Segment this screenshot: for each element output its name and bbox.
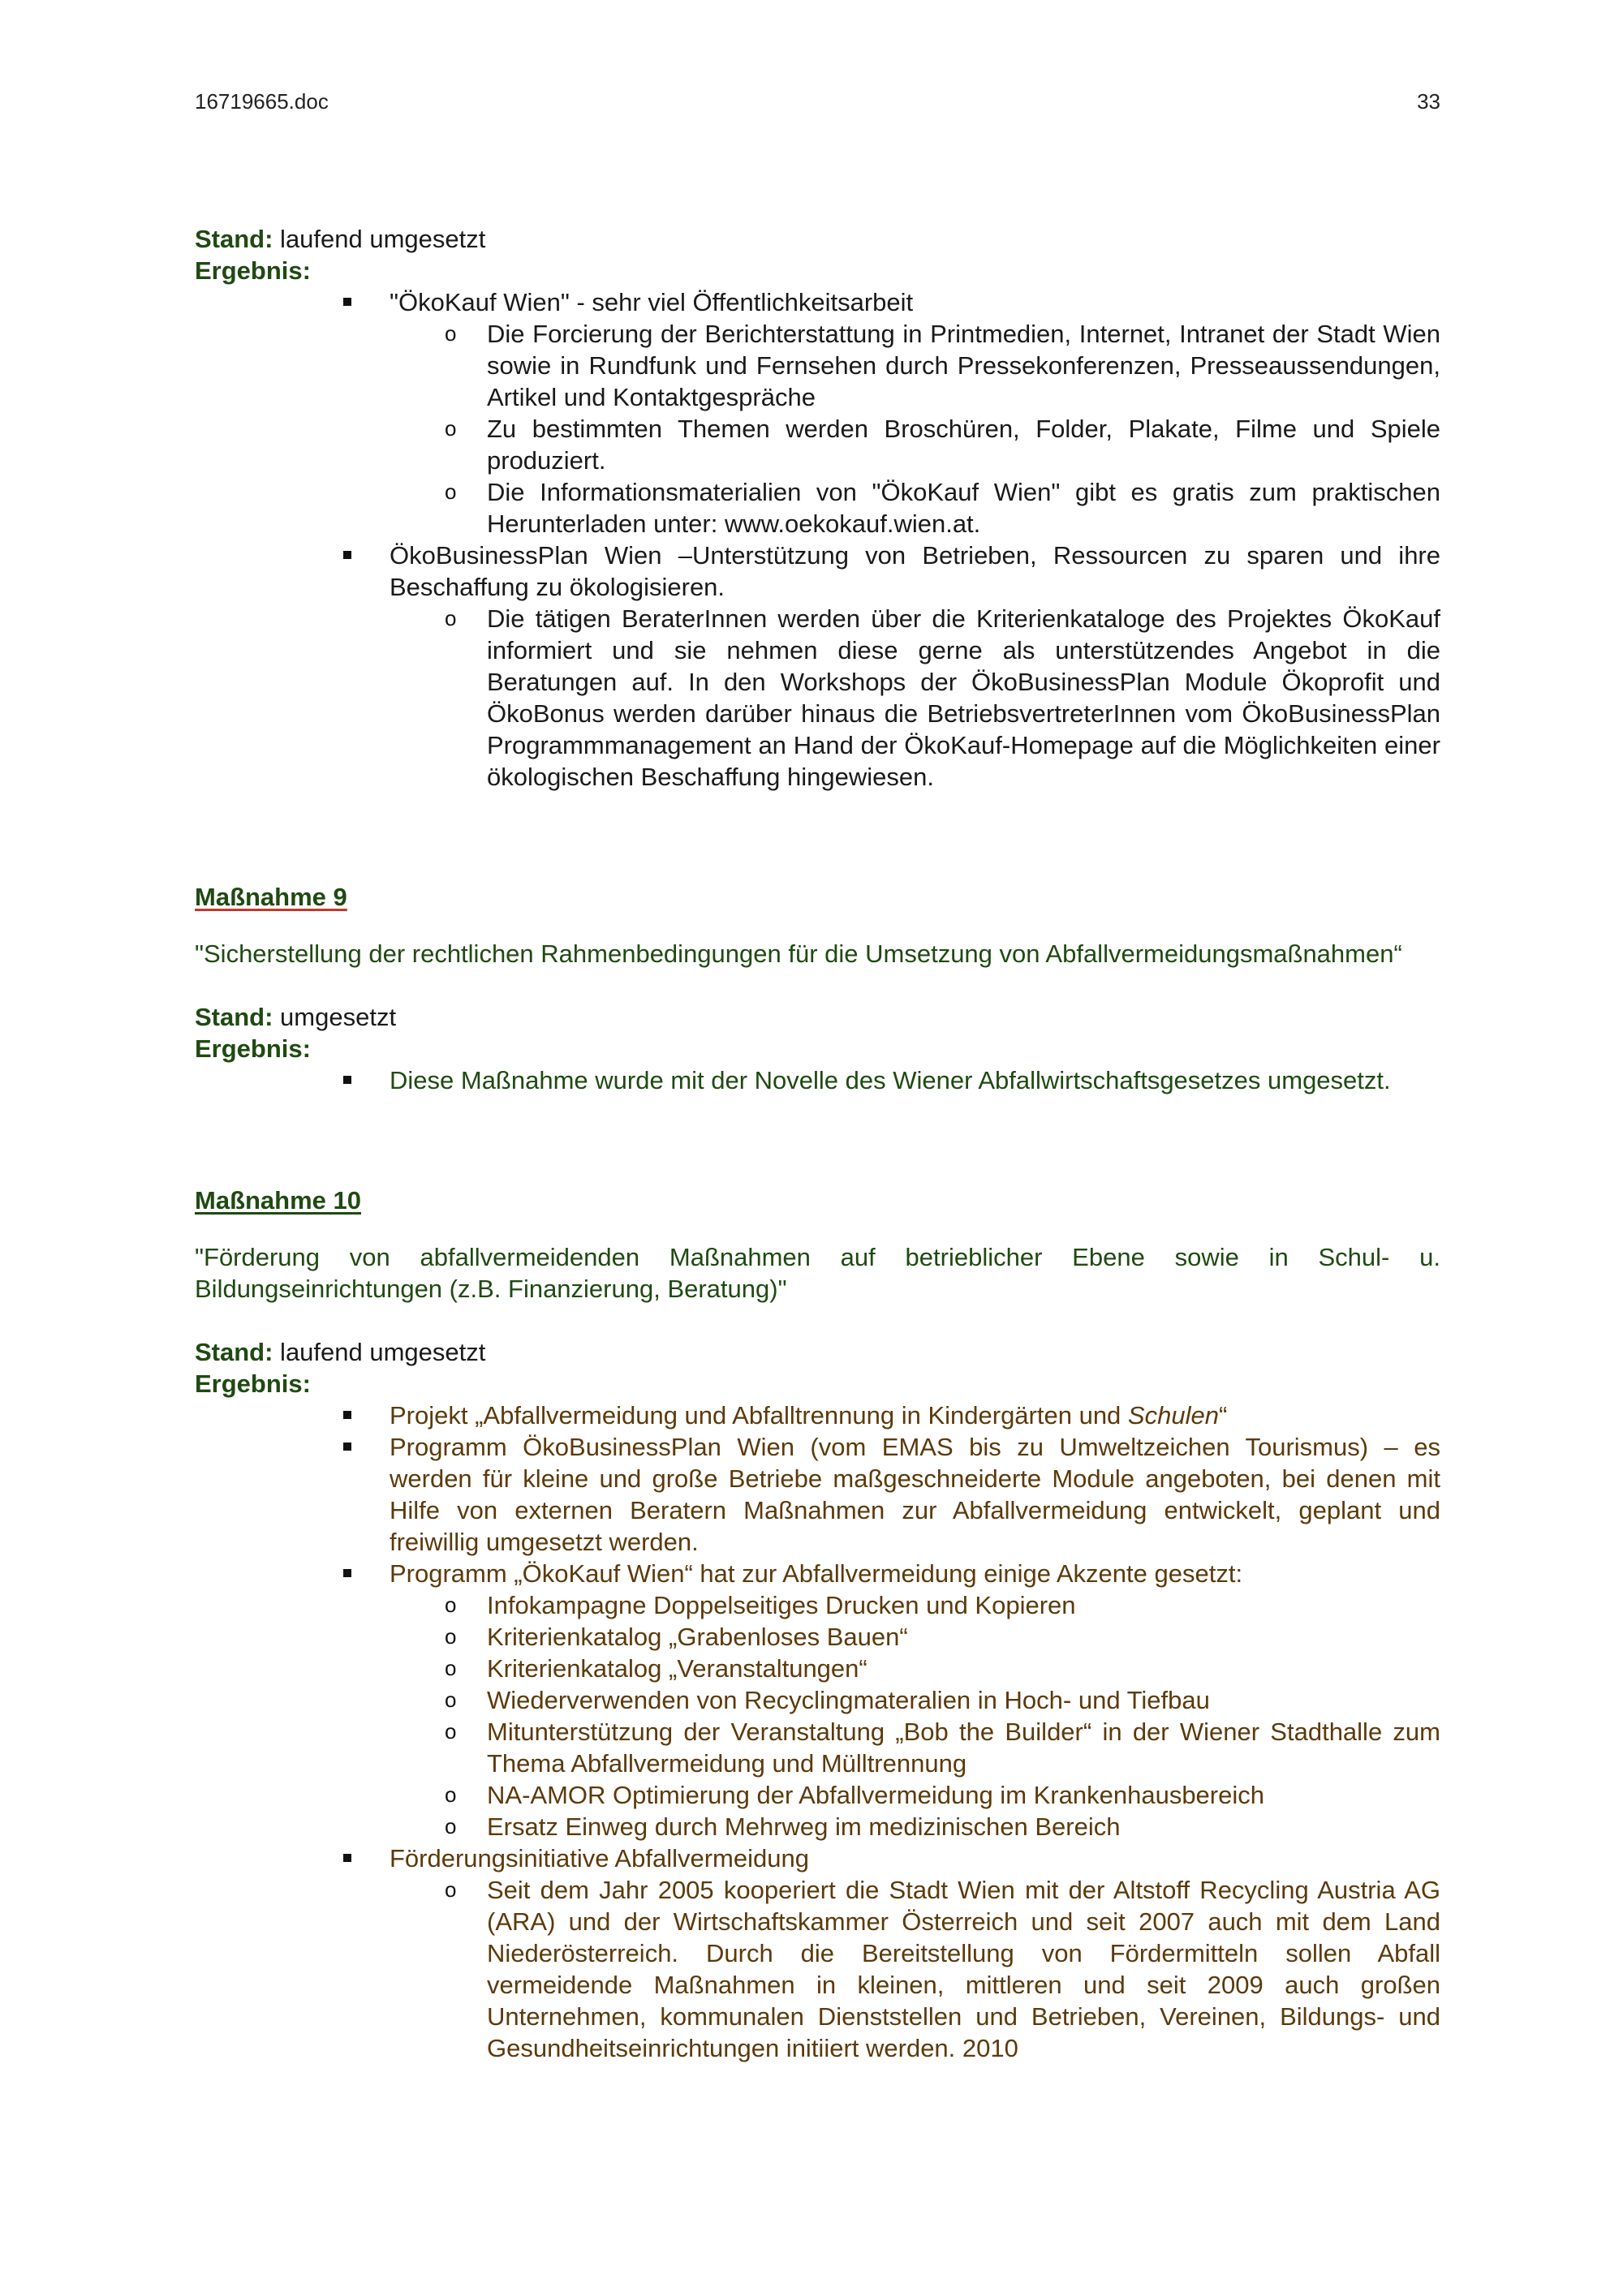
circle-bullet-icon: o: [445, 1814, 457, 1838]
circle-bullet-icon: o: [445, 606, 457, 630]
sub-list-item-text: NA-AMOR Optimierung der Abfallvermeidung im Krankenhausbereich: [487, 1781, 1264, 1809]
sub-list-item-text: Ersatz Einweg durch Mehrweg im medizinischen Bereich: [487, 1812, 1121, 1841]
list-item: [195, 1558, 1440, 1842]
square-bullet-icon: [343, 1443, 351, 1451]
sub-list-item-text: Seit dem Jahr 2005 kooperiert die Stadt Wien mit der Altstoff Recycling Austria AG (ARA) und der Wirtschaftskammer Österreich und seit 2007 auch mit dem Land Niederösterreich. Durch die Bereitstellung von Fördermitteln sollen Abfall vermeidende Maßnahmen in kleinen, mittleren und seit 2009 auch großen Unternehmen, kommunalen Dienststellen und Betrieben, Vereinen, Bildungs- und Gesundheitseinrichtungen initiiert werden. 2010: [487, 1876, 1440, 2062]
list-item-italic-text: Schulen: [1127, 1401, 1219, 1430]
header-filename: 16719665.doc: [195, 89, 329, 114]
stand-line: [195, 223, 1440, 255]
massnahme-9-title: "Sicherstellung der rechtlichen Rahmenbedingungen für die Umsetzung von Abfallvermeidungsmaßnahmen“: [195, 939, 1402, 968]
circle-bullet-icon: o: [445, 1656, 457, 1680]
sub-list: [390, 603, 1440, 793]
sub-list-item: [195, 318, 1440, 413]
sub-list-item: [195, 1811, 1440, 1842]
list-item-text-end: “: [1218, 1401, 1228, 1430]
sub-list-item-text: Mitunterstützung der Veranstaltung „Bob the Builder“ in der Wiener Stadthalle zum Thema Abfallvermeidung und Mülltrennung: [487, 1718, 1440, 1778]
stand-value: umgesetzt: [273, 1003, 397, 1031]
stand-label: Stand:: [195, 1003, 273, 1031]
circle-bullet-icon: o: [445, 416, 457, 441]
list-item-text: "ÖkoKauf Wien" - sehr viel Öffentlichkeitsarbeit: [390, 288, 914, 316]
circle-bullet-icon: o: [445, 1782, 457, 1807]
sub-list-item: [195, 476, 1440, 540]
circle-bullet-icon: o: [445, 321, 457, 346]
ergebnis-label: Ergebnis:: [195, 1369, 311, 1398]
circle-bullet-icon: o: [445, 1877, 457, 1902]
stand-line: [195, 1001, 1440, 1033]
square-bullet-icon: [343, 1411, 351, 1419]
sub-list: [390, 1874, 1440, 2064]
circle-bullet-icon: o: [445, 1624, 457, 1649]
list-item-text: Programm ÖkoBusinessPlan Wien (vom EMAS bis zu Umweltzeichen Tourismus) – es werden für kleine und große Betriebe maßgeschneiderte Module angeboten, bei denen mit Hilfe von externen Beratern Maßnahmen zur Abfallvermeidung entwickelt, geplant und freiwillig umgesetzt werden.: [390, 1433, 1440, 1556]
sub-list: [390, 1589, 1440, 1842]
list-item: [195, 1431, 1440, 1558]
sub-list-item-text: Wiederverwenden von Recyclingmateralien in Hoch- und Tiefbau: [487, 1686, 1210, 1714]
square-bullet-icon: [343, 1076, 351, 1084]
list-item: [195, 1842, 1440, 2064]
massnahme-10-title: "Förderung von abfallvermeidenden Maßnahmen auf betrieblicher Ebene sowie in Schul- u. Bildungseinrichtungen (z.B. Finanzierung, Beratung)": [195, 1243, 1440, 1303]
square-bullet-icon: [343, 551, 351, 559]
square-bullet-icon: [343, 1854, 351, 1862]
circle-bullet-icon: o: [445, 1688, 457, 1712]
list-item-text: Förderungsinitiative Abfallvermeidung: [390, 1844, 809, 1872]
stand-label: Stand:: [195, 225, 273, 253]
sub-list-item: [195, 1874, 1440, 2064]
stand-value: laufend umgesetzt: [273, 225, 486, 253]
circle-bullet-icon: o: [445, 1593, 457, 1617]
sub-list-item: [195, 1716, 1440, 1779]
sub-list-item: [195, 1653, 1440, 1684]
sub-list-item: [195, 1779, 1440, 1811]
sub-list-item: [195, 1589, 1440, 1621]
square-bullet-icon: [343, 1569, 351, 1577]
sub-list-item-text: Zu bestimmten Themen werden Broschüren, Folder, Plakate, Filme und Spiele produziert.: [487, 415, 1440, 475]
list-item: [195, 1400, 1440, 1431]
sub-list-item: [195, 413, 1440, 476]
stand-label: Stand:: [195, 1338, 273, 1366]
sub-list: [390, 318, 1440, 540]
sub-list-item-text: Die Informationsmaterialien von "ÖkoKauf Wien" gibt es gratis zum praktischen Herunterladen unter: www.oekokauf.wien.at.: [487, 478, 1440, 538]
result-list: [195, 286, 1440, 793]
sub-list-item-text: Die Forcierung der Berichterstattung in Printmedien, Internet, Intranet der Stadt Wien sowie in Rundfunk und Fernsehen durch Pressekonferenzen, Presseaussendungen, Artikel und Kontaktgespräche: [487, 320, 1440, 411]
list-item-text: Programm „ÖkoKauf Wien“ hat zur Abfallvermeidung einige Akzente gesetzt:: [390, 1559, 1243, 1588]
document-body: [195, 223, 1440, 2064]
sub-list-item-text: Kriterienkatalog „Grabenloses Bauen“: [487, 1623, 908, 1651]
sub-list-item: [195, 603, 1440, 793]
stand-value: laufend umgesetzt: [273, 1338, 486, 1366]
result-list: [195, 1400, 1440, 2064]
circle-bullet-icon: o: [445, 479, 457, 504]
ergebnis-label: Ergebnis:: [195, 1034, 311, 1063]
massnahme-9-heading: Maßnahme 9: [195, 883, 347, 911]
sub-list-item-text: Infokampagne Doppelseitiges Drucken und Kopieren: [487, 1591, 1076, 1619]
sub-list-item: [195, 1684, 1440, 1716]
list-item-text: ÖkoBusinessPlan Wien –Unterstützung von Betrieben, Ressourcen zu sparen und ihre Beschaffung zu ökologisieren.: [390, 541, 1440, 601]
square-bullet-icon: [343, 298, 351, 306]
sub-list-item: [195, 1621, 1440, 1653]
header-page-number: 33: [1417, 89, 1440, 114]
massnahme-10-heading: Maßnahme 10: [195, 1186, 362, 1215]
list-item: [195, 1064, 1440, 1096]
list-item-text: Diese Maßnahme wurde mit der Novelle des Wiener Abfallwirtschaftsgesetzes umgesetzt.: [390, 1066, 1391, 1094]
stand-line: [195, 1336, 1440, 1368]
list-item: [195, 286, 1440, 540]
circle-bullet-icon: o: [445, 1719, 457, 1743]
ergebnis-label: Ergebnis:: [195, 256, 311, 285]
result-list: [195, 1064, 1440, 1096]
list-item: [195, 540, 1440, 793]
list-item-text: Projekt „Abfallvermeidung und Abfalltrennung in Kindergärten und: [390, 1401, 1128, 1430]
sub-list-item-text: Die tätigen BeraterInnen werden über die Kriterienkataloge des Projektes ÖkoKauf informiert und sie nehmen diese gerne als unterstützendes Angebot in die Beratungen auf. In den Workshops der ÖkoBusinessPlan Module Ökoprofit und ÖkoBonus werden darüber hinaus die BetriebsvertreterInnen vom ÖkoBusinessPlan Programmmanagement an Hand der ÖkoKauf-Homepage auf die Möglichkeiten einer ökologischen Beschaffung hingewiesen.: [487, 604, 1440, 791]
sub-list-item-text: Kriterienkatalog „Veranstaltungen“: [487, 1654, 867, 1683]
